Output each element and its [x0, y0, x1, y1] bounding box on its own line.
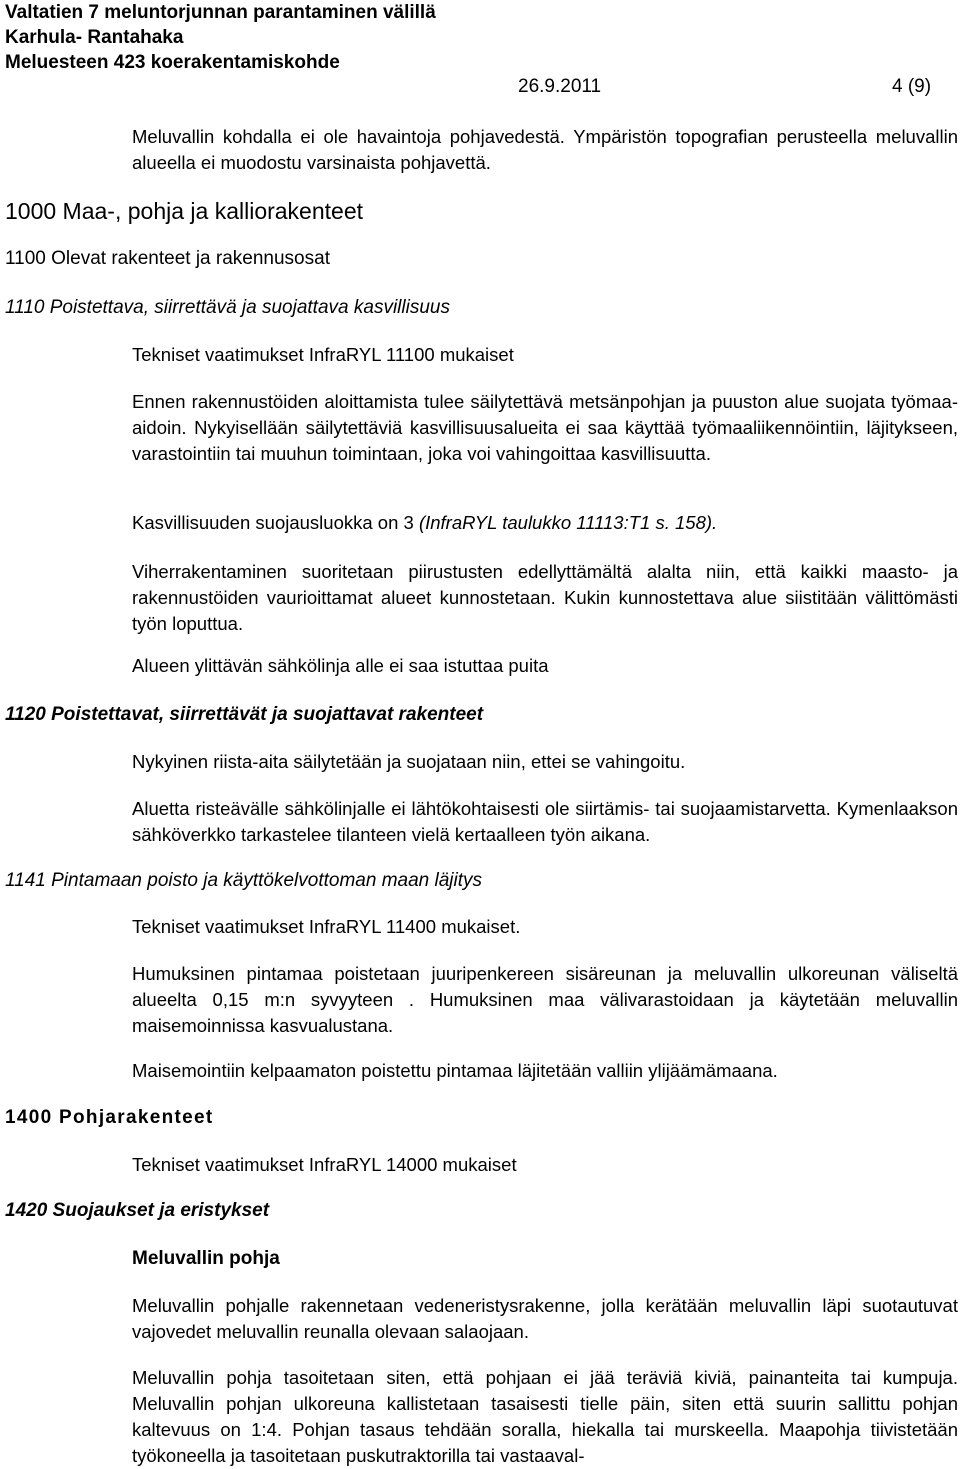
heading-1100: 1100 Olevat rakenteet ja rakennusosat — [5, 248, 330, 269]
para-1110-requirements: Tekniset vaatimukset InfraRYL 11100 mukaiset — [132, 344, 514, 365]
para-1141-topsoil: Humuksinen pintamaa poistetaan juuripenkereen sisäreunan ja meluvallin ulkoreunan väliseltä alueelta 0,15 m:n syvyyteen . Humuksinen maa välivarastoidaan ja käytetään meluvallin maisemoinnissa kasvualustana. — [132, 963, 958, 1036]
para-1110-protection: Ennen rakennustöiden aloittamista tulee säilytettävä metsänpohjan ja puuston alue suojata työmaa-aidoin. Nykyisellään säilytettäviä kasvillisuusalueita ei saa käyttää työmaaliikennöintiin, läjitykseen, varastointiin tai muuhun toimintaan, joka voi vahingoittaa kasvillisuutta. — [132, 391, 958, 464]
heading-1000: 1000 Maa-, pohja ja kalliorakenteet — [5, 198, 364, 224]
header-title-line3: Meluesteen 423 koerakentamiskohde — [5, 52, 340, 73]
header-title-line1: Valtatien 7 meluntorjunnan parantaminen välillä — [5, 2, 436, 23]
para-1120-fence: Nykyinen riista-aita säilytetään ja suojataan niin, ettei se vahingoitu. — [132, 751, 686, 772]
class-text: Kasvillisuuden suojausluokka on 3 — [132, 512, 419, 533]
heading-1420: 1420 Suojaukset ja eristykset — [5, 1200, 270, 1221]
para-1120-powerline: Aluetta risteävälle sähkölinjalle ei lähtökohtaisesti ole siirtämis- tai suojaamistarvetta. Kymenlaakson sähköverkko tarkastelee tilanteen vielä kertaalleen työn aikana. — [132, 798, 958, 845]
heading-1120: 1120 Poistettavat, siirrettävät ja suojattavat rakenteet — [5, 704, 484, 725]
heading-1110: 1110 Poistettava, siirrettävä ja suojattava kasvillisuus — [5, 297, 450, 318]
para-1110-class — [132, 512, 717, 534]
heading-1400: 1400 Pohjarakenteet — [5, 1107, 214, 1128]
class-reference: (InfraRYL taulukko 11113:T1 s. 158). — [418, 512, 718, 533]
para-1110-powerline: Alueen ylittävän sähkölinja alle ei saa istuttaa puita — [132, 655, 549, 676]
document-header — [5, 0, 436, 75]
para-1110-landscaping: Viherrakentaminen suoritetaan piirustusten edellyttämältä alalta niin, että kaikki maasto- ja rakennustöiden vaurioittamat alueet kunnostetaan. Kukin kunnostettava alue siistitään välittömästi työn loputtua. — [132, 561, 958, 634]
header-page-number: 4 (9) — [892, 76, 932, 97]
header-date: 26.9.2011 — [518, 76, 602, 97]
para-1141-requirements: Tekniset vaatimukset InfraRYL 11400 mukaiset. — [132, 916, 521, 937]
para-1420-waterproofing: Meluvallin pohjalle rakennetaan vedeneristysrakenne, jolla kerätään meluvallin läpi suotautuvat vajovedet meluvallin reunalla olevaan salaojaan. — [132, 1295, 958, 1342]
header-title-line2: Karhula- Rantahaka — [5, 27, 184, 48]
intro-paragraph: Meluvallin kohdalla ei ole havaintoja pohjavedestä. Ympäristön topografian perusteella meluvallin alueella ei muodostu varsinaista pohjavettä. — [132, 126, 958, 173]
para-1400-requirements: Tekniset vaatimukset InfraRYL 14000 mukaiset — [132, 1154, 517, 1175]
heading-1141: 1141 Pintamaan poisto ja käyttökelvottoman maan läjitys — [5, 870, 483, 891]
para-1141-surplus: Maisemointiin kelpaamaton poistettu pintamaa läjitetään valliin ylijäämämaana. — [132, 1060, 778, 1081]
subheading-meluvallin-pohja: Meluvallin pohja — [132, 1248, 280, 1269]
para-1420-leveling: Meluvallin pohja tasoitetaan siten, että pohjaan ei jää teräviä kiviä, painanteita tai kumpuja. Meluvallin pohjan ulkoreuna kallistetaan tasaisesti tielle päin, siten että suurin sallittu pohjan kaltevuus on 1:4. Pohjan tasaus tehdään soralla, hiekalla tai murskeella. Maapohja tiivistetään työkoneella ja tasoitetaan puskutraktorilla tai vastaaval- — [132, 1367, 958, 1466]
